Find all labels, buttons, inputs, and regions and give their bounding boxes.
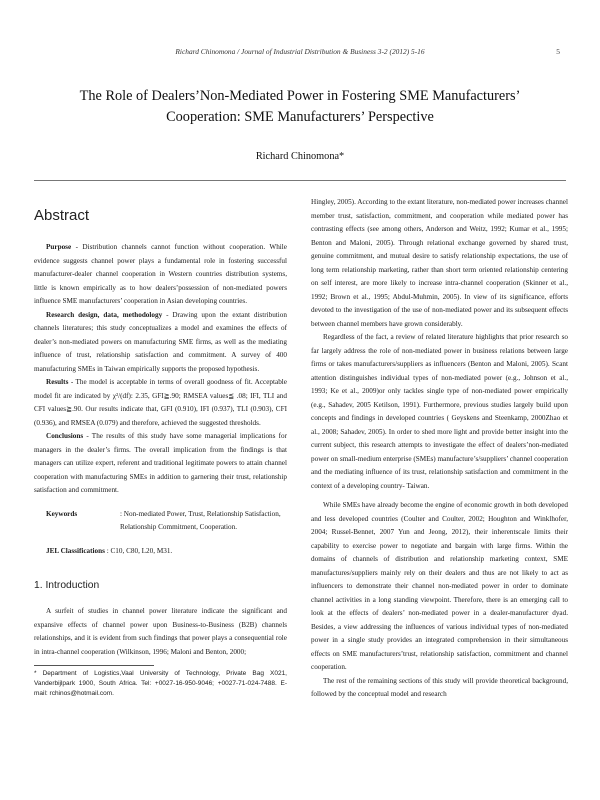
keywords-text: : Non-mediated Power, Trust, Relationship Satisfaction, Relationship Commitment, Cooperation. xyxy=(120,509,281,531)
page-number: 5 xyxy=(556,47,560,56)
abstract-conclusions xyxy=(34,430,287,498)
author-name: Richard Chinomona* xyxy=(255,151,345,162)
purpose-text: - Distribution channels cannot function without cooperation. While evidence suggests channel power plays a fundamental role in fostering successful manufacturer-dealer channel cooperation in Western countries distribution systems, little is known empirically as to how dealers’possession of non-mediated powers influence SME manufacturers’ cooperation in Asian developing countries. xyxy=(34,243,287,305)
jel-text: : C10, C80, L20, M31. xyxy=(104,546,173,555)
abstract-design xyxy=(34,309,287,377)
abstract-results xyxy=(34,376,287,430)
design-text: - Drawing upon the extant distribution channels literatures; this study conceptualizes a model and examines the effects of dealer’s non-mediated powers on manufacturing SME firms, as well as the mediating influence of trust, relationship satisfaction and commitment. A survey of 400 manufacturing SMEs in Taiwan empirically supports the proposed hypothesis. xyxy=(34,310,287,373)
purpose-label: Purpose xyxy=(46,243,72,251)
running-head: Richard Chinomona / Journal of Industrial Distribution & Business 3-2 (2012) 5-16 xyxy=(175,47,425,56)
keywords-label: Keywords xyxy=(46,509,78,518)
results-text: - The model is acceptable in terms of overall goodness of fit. Acceptable model fit are indicated by χ²/(df): 2.35, GFI≧.90; RMSEA values≦ .08; IFI, TLI and CFI values≧.90. Our results indicate that, GFI (0.910), IFI (0.937), TLI (0.903), CFI (0.936), and RMSEA (0.079) and therefore, achieved the suggested thresholds. xyxy=(34,378,287,427)
title-line: Cooperation: SME Manufacturers’ Perspective xyxy=(166,109,434,125)
conclusions-text: - The results of this study have some managerial implications for managers in the dealer’s firms. The overall implication from the findings is that managers can utilize expert, referent and traditional legitimate powers to attain channel cooperation with manufacturing SMEs in addition to garnering their trust, relationship satisfaction and commitment. xyxy=(34,432,287,494)
introduction-paragraph: A surfeit of studies in channel power literature indicate the significant and expansive effects of channel power upon Business-to-Business (B2B) channels relationships, and it is evident from such findings that power plays a consequential role in intra-channel cooperation (Wilkinson, 1996; Maloni and Benton, 2000; xyxy=(34,607,287,656)
header-divider xyxy=(34,180,566,181)
abstract-heading: Abstract xyxy=(34,207,90,224)
body-paragraph: Hingley, 2005). According to the extant literature, non-mediated power increases channel member trust, satisfaction, commitment, and cooperation while mediated power has contrasting effects (see among others, Anderson and Weitz, 1992; Kumar et al., 1995; Benton and Maloni, 2005). Through relational exchange governed by shared trust, genuine commitment, and mutual desire to satisfy relationship expectations, the use of long term relationship marketing, rather than short term oriented relationship centering on self interest, are more likely to increase intra-channel cooperation (Skinner et al., 1992; Brown et al., 1995; Abdul-Muhmin, 2005). In view of its significance, efforts devoted to the investigation of the use of non-mediated power and its subsequent effects between channel members have grown considerably. xyxy=(311,198,568,328)
keywords xyxy=(34,508,287,535)
design-label: Research design, data, methodology xyxy=(46,310,163,319)
body-paragraph: While SMEs have already become the engine of economic growth in both developed and less developed countries (Coulter and Coulter, 2002; Houghton and Winklhofer, 2004; Russel-Bennet, 2007 Yun and Jeong, 2012), their inherentscale limits their capability to exercise power to negotiate and bargain with large firms. Within the domains of channels of distribution and relationship marketing context, SME manufactures/suppliers mainly rely on their dealers and thus are not likely to act as influencers to demonstrate their channel non-mediated power in order to dominate channel activities in a long standing viewpoint. Therefore, there is an emerging call to look at the effects of dealers’ non-mediated power in a dealer-manufacturer dyad. Besides, a view addressing the influences of various individual types of non-mediated power in a single study provides an integrated comprehension in their simultaneous effects on SME manufacturers’trust, relationship satisfaction, commitment and channel cooperation. xyxy=(311,501,568,671)
body-paragraph: Regardless of the fact, a review of related literature highlights that prior research so far largely address the role of non-mediated power in business relations between large firms or takes manufacturers/suppliers as influencers (Benton and Maloni, 2005). Scant attention distinguishes individual types of non-mediated power (e.g., Johnson et al., 1993; Ke et al., 2009)or only tackles single type of non-mediated power empirically (e.g., Sahadev, 2005 Ketilson, 1991). Furthermore, previous studies largely build upon concepts and findings in developed countries ( Geyskens and Steenkamp, 2000Zhao et al., 2008; Sahadev, 2005). In order to shed more light and provide better insight into the current subject, this research attempts to investigate the effect of dealers’non-mediated power on small-medium enterprise (SMEs) manufacture’s/suppliers’ channel cooperation and the mediating influence of its trust, relationship satisfaction and commitment in the context of a developing country- Taiwan. xyxy=(311,333,568,490)
abstract-purpose xyxy=(34,241,287,309)
author-footnote: * Department of Logistics,Vaal University of Technology, Private Bag X021, Vanderbijlpark 1900, South Africa. Tel: +0027-16-950-9046; +0027-71-024-7488. E-mail: rchinos@hotmail.com. xyxy=(34,670,287,697)
introduction-heading: 1. Introduction xyxy=(34,580,100,591)
paper-title xyxy=(50,86,550,128)
jel-label: JEL Classifications xyxy=(46,546,105,555)
title-line: The Role of Dealers’Non-Mediated Power in Fostering SME Manufacturers’ xyxy=(79,88,521,104)
conclusions-label: Conclusions xyxy=(46,432,84,440)
results-label: Results xyxy=(46,378,69,386)
left-column xyxy=(34,196,287,699)
body-paragraph: The rest of the remaining sections of this study will provide theoretical background, followed by the conceptual model and research xyxy=(311,676,568,698)
right-column xyxy=(311,196,568,702)
jel-classifications xyxy=(34,545,287,559)
footnote-divider xyxy=(34,665,154,666)
